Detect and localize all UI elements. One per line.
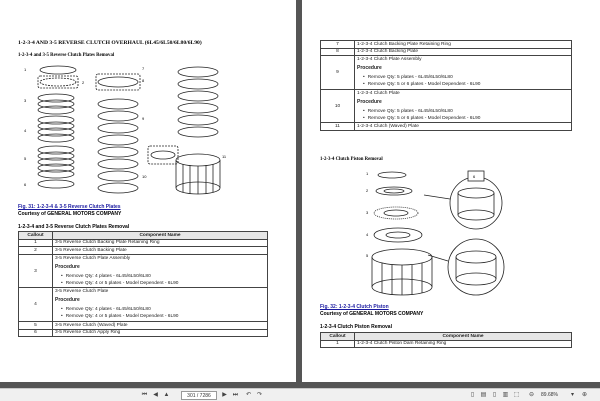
callout-cell: 2 xyxy=(19,247,53,255)
component-table-continued xyxy=(320,40,572,131)
table-row xyxy=(19,321,268,329)
callout-label: 4 xyxy=(24,128,27,133)
fit-page-icon[interactable]: ⬚ xyxy=(513,392,520,398)
table-row xyxy=(19,288,268,322)
figure-credit: Courtesy of GENERAL MOTORS COMPANY xyxy=(320,311,424,317)
column-header: Callout xyxy=(19,232,53,240)
callout-cell: 6 xyxy=(19,329,53,337)
component-cell: 3-5 Reverse Clutch Backing Plate xyxy=(53,247,268,255)
callout-cell: 3 xyxy=(19,254,53,288)
procedure-label: Procedure xyxy=(55,297,80,304)
component-cell xyxy=(53,288,268,322)
table-title: 1-2-3-4 Clutch Piston Removal xyxy=(320,324,392,330)
callout-cell: 1 xyxy=(19,239,53,247)
component-cell xyxy=(355,89,572,123)
callout-label: 1 xyxy=(366,171,369,176)
procedure-bullet: • Remove Qty: 4 plates - 6L45/6L50/6L80 xyxy=(55,306,265,313)
component-cell: 3-5 Reverse Clutch (Waved) Plate xyxy=(53,321,268,329)
component-name: 3-5 Reverse Clutch Plate xyxy=(55,289,109,295)
callout-cell: 1 xyxy=(321,340,355,348)
callout-label: 5 xyxy=(366,253,369,258)
procedure-bullet: • Remove Qty: 5 or 6 plates - Model Dependent - 6L90 xyxy=(357,115,569,122)
procedure-bullet: • Remove Qty: 4 or 5 plates - Model Dependent - 6L90 xyxy=(55,313,265,320)
previous-page-icon[interactable]: ◀ xyxy=(153,392,158,398)
procedure-label: Procedure xyxy=(357,64,382,71)
table-row xyxy=(19,239,268,247)
figure-credit: Courtesy of GENERAL MOTORS COMPANY xyxy=(18,211,122,217)
callout-label: 11 xyxy=(222,154,227,159)
history-forward-icon[interactable]: ↷ xyxy=(256,392,263,398)
procedure-bullet: • Remove Qty: 5 plates - 6L45/6L50/6L80 xyxy=(357,108,569,115)
figure-caption[interactable]: Fig. 32: 1-2-3-4 Clutch Piston xyxy=(320,304,389,310)
component-cell: 1-2-3-4 Clutch (Waved) Plate xyxy=(355,123,572,131)
clutch-piston-diagram xyxy=(362,165,522,300)
table-row xyxy=(19,254,268,288)
component-cell xyxy=(53,254,268,288)
callout-label: 2 xyxy=(366,188,369,193)
component-cell: 1-2-3-4 Clutch Backing Plate Retaining Ring xyxy=(355,41,572,49)
zoom-level[interactable]: 89.68% xyxy=(541,392,558,398)
first-page-icon[interactable]: ⏮ xyxy=(141,392,148,398)
column-header: Component Name xyxy=(53,232,268,240)
table-row xyxy=(321,48,572,56)
table-row xyxy=(19,247,268,255)
component-name: 1-2-3-4 Clutch Plate Assembly xyxy=(357,56,422,62)
column-header: Callout xyxy=(321,333,355,341)
callout-cell: 10 xyxy=(321,89,355,123)
column-header: Component Name xyxy=(355,333,572,341)
component-cell xyxy=(355,56,572,90)
callout-cell: 11 xyxy=(321,123,355,131)
callout-label: 4 xyxy=(366,232,369,237)
component-name: 3-5 Reverse Clutch Plate Assembly xyxy=(55,255,131,261)
callout-cell: 8 xyxy=(321,48,355,56)
component-cell: 3-5 Reverse Clutch Backing Plate Retaining Ring xyxy=(53,239,268,247)
section-subheading: 1-2-3-4 and 3-5 Reverse Clutch Plates Removal xyxy=(18,53,115,58)
page-right xyxy=(302,0,600,382)
zoom-out-icon[interactable]: ⊖ xyxy=(528,392,535,398)
next-page-icon[interactable]: ▶ xyxy=(222,392,227,398)
procedure-bullet: • Remove Qty: 4 plates - 6L45/6L50/6L80 xyxy=(55,273,265,280)
callout-label: 6 xyxy=(24,182,27,187)
page-left xyxy=(0,0,296,382)
procedure-bullet: • Remove Qty: 5 plates - 6L45/6L50/6L80 xyxy=(357,74,569,81)
procedure-bullet: • Remove Qty: 5 or 6 plates - Model Dependent - 6L90 xyxy=(357,81,569,88)
exploded-clutch-diagram xyxy=(18,60,232,198)
callout-label: 3 xyxy=(366,210,369,215)
single-page-view-icon[interactable]: ▯ xyxy=(470,392,475,398)
procedure-label: Procedure xyxy=(357,98,382,105)
component-cell: 3-5 Reverse Clutch Apply Ring xyxy=(53,329,268,337)
figure-caption[interactable]: Fig. 31: 1-2-3-4 & 3-5 Reverse Clutch Plates xyxy=(18,204,121,210)
callout-label: 1 xyxy=(24,67,27,72)
table-row xyxy=(321,41,572,49)
component-cell: 1-2-3-4 Clutch Backing Plate xyxy=(355,48,572,56)
callout-cell: 4 xyxy=(19,288,53,322)
callout-cell: 7 xyxy=(321,41,355,49)
two-page-view-icon[interactable]: ▯ xyxy=(492,392,497,398)
callout-cell: 9 xyxy=(321,56,355,90)
table-row xyxy=(321,340,572,348)
continuous-view-icon[interactable]: ▤ xyxy=(480,392,487,398)
table-row xyxy=(321,56,572,90)
callout-label: 7 xyxy=(142,66,145,71)
procedure-bullet: • Remove Qty: 4 or 5 plates - Model Dependent - 6L90 xyxy=(55,280,265,287)
callout-label: 5 xyxy=(24,156,27,161)
zoom-menu-chevron-icon[interactable]: ▾ xyxy=(570,392,574,398)
callout-cell: 5 xyxy=(19,321,53,329)
callout-label: 8 xyxy=(142,78,145,83)
callout-label: 3 xyxy=(24,98,27,103)
table-row xyxy=(321,123,572,131)
table-header-row xyxy=(19,232,268,240)
callout-label: 2 xyxy=(82,80,85,85)
table-title: 1-2-3-4 and 3-5 Reverse Clutch Plates Removal xyxy=(18,224,130,230)
section-subheading: 1-2-3-4 Clutch Piston Removal xyxy=(320,157,383,162)
component-table xyxy=(18,231,268,337)
zoom-in-icon[interactable]: ⊕ xyxy=(581,392,588,398)
page-up-icon[interactable]: ▲ xyxy=(163,392,170,398)
table-header-row xyxy=(321,333,572,341)
history-back-icon[interactable]: ↶ xyxy=(245,392,252,398)
page-number-field[interactable]: 301 / 7286 xyxy=(181,391,217,400)
callout-label: 6 xyxy=(473,174,476,179)
callout-label: 10 xyxy=(142,174,147,179)
callout-label: 9 xyxy=(142,116,145,121)
procedure-label: Procedure xyxy=(55,263,80,270)
last-page-icon[interactable]: ⏭ xyxy=(232,392,239,398)
table-row xyxy=(19,329,268,337)
section-heading: 1-2-3-4 AND 3-5 REVERSE CLUTCH OVERHAUL (6L45/6L50/6L80/6L90) xyxy=(18,40,202,46)
component-cell: 1-2-3-4 Clutch Piston Dam Retaining Ring xyxy=(355,340,572,348)
component-name: 1-2-3-4 Clutch Plate xyxy=(357,90,400,96)
table-row xyxy=(321,89,572,123)
viewer-toolbar xyxy=(0,388,600,401)
two-page-continuous-icon[interactable]: ▥ xyxy=(502,392,509,398)
piston-component-table xyxy=(320,332,572,348)
